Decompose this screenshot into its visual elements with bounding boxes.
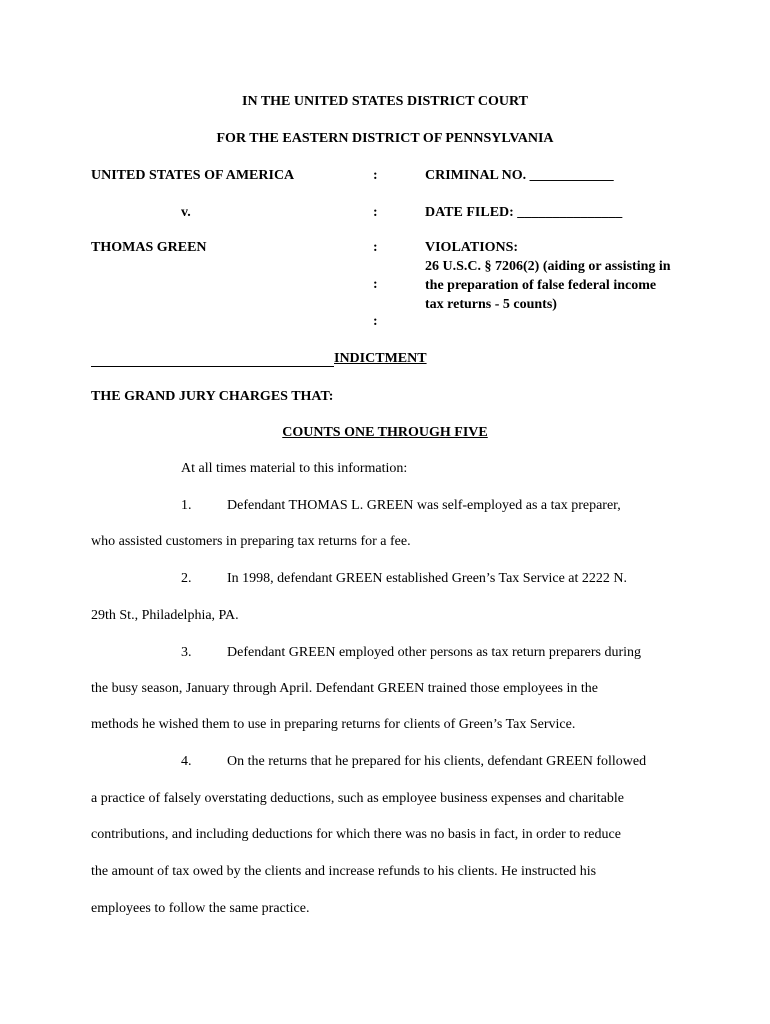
violations-line: tax returns - 5 counts) xyxy=(425,297,557,312)
caption-colon: : xyxy=(373,277,378,292)
defendant-name: THOMAS GREEN xyxy=(91,240,207,255)
paragraph-number: 2. xyxy=(181,571,192,586)
caption-colon: : xyxy=(373,314,378,329)
paragraph-text: In 1998, defendant GREEN established Green’s Tax Service at 2222 N. xyxy=(227,571,627,586)
court-district: FOR THE EASTERN DISTRICT OF PENNSYLVANIA xyxy=(216,131,554,146)
violations-label: VIOLATIONS: xyxy=(425,240,519,255)
paragraph-text: methods he wished them to use in preparing returns for clients of Green’s Tax Service. xyxy=(91,717,576,732)
paragraph-text: Defendant GREEN employed other persons as tax return preparers during xyxy=(227,645,642,660)
plaintiff-name: UNITED STATES OF AMERICA xyxy=(91,168,295,183)
caption-colon: : xyxy=(373,205,378,220)
paragraph-text: employees to follow the same practice. xyxy=(91,901,310,916)
paragraph-text: 29th St., Philadelphia, PA. xyxy=(91,608,239,623)
paragraph-text: the busy season, January through April. Defendant GREEN trained those employees in the xyxy=(91,681,598,696)
paragraph-text: a practice of falsely overstating deductions, such as employee business expenses and charitable xyxy=(91,791,624,806)
violations-line: 26 U.S.C. § 7206(2) (aiding or assisting in xyxy=(425,259,671,274)
paragraph-text: Defendant THOMAS L. GREEN was self-employed as a tax preparer, xyxy=(227,498,621,513)
criminal-number: CRIMINAL NO. ____________ xyxy=(425,168,614,183)
paragraph-text: On the returns that he prepared for his clients, defendant GREEN followed xyxy=(227,754,647,769)
date-filed: DATE FILED: _______________ xyxy=(425,205,623,220)
counts-heading: COUNTS ONE THROUGH FIVE xyxy=(282,425,488,440)
violations-line: the preparation of false federal income xyxy=(425,278,657,293)
grand-jury-heading: THE GRAND JURY CHARGES THAT: xyxy=(91,389,334,404)
caption-colon: : xyxy=(373,168,378,183)
paragraph-number: 4. xyxy=(181,754,192,769)
intro-text: At all times material to this information: xyxy=(181,461,408,476)
paragraph-text: the amount of tax owed by the clients and increase refunds to his clients. He instructed his xyxy=(91,864,597,879)
paragraph-text: who assisted customers in preparing tax returns for a fee. xyxy=(91,534,411,549)
signature-rule xyxy=(91,366,334,367)
versus-label: v. xyxy=(181,205,191,220)
paragraph-text: contributions, and including deductions for which there was no basis in fact, in order to reduce xyxy=(91,827,621,842)
caption-colon: : xyxy=(373,240,378,255)
paragraph-number: 3. xyxy=(181,645,192,660)
court-name: IN THE UNITED STATES DISTRICT COURT xyxy=(242,94,528,109)
indictment-title: INDICTMENT xyxy=(334,351,427,366)
paragraph-number: 1. xyxy=(181,498,192,513)
